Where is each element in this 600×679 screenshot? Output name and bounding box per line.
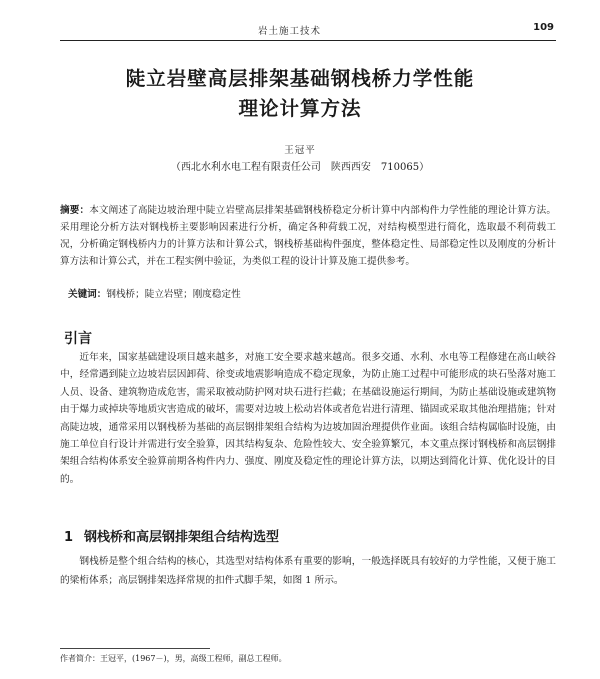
- title-line-1: 陡立岩壁高层排架基础钢栈桥力学性能: [125, 67, 475, 90]
- author-affiliation: （西北水利水电工程有限责任公司 陕西西安 710065）: [170, 162, 430, 173]
- intro-paragraph: 近年来，国家基础建设项目越来越多，对施工安全要求越来越高。很多交通、水利、水电等工程修建在高山峡谷中，经常遇到陡立边坡岩层因卸荷、徐变或地震影响造成不稳定现象，为防止施工过程中可能形成的块石坠落对施工人员、设备、建筑物造成危害，需采取被动防护网对块石进行拦截；在基础设施运行期间，为防止基础设施或建筑物由于爆力或掉块等地质灾害造成的破坏，需要对边坡上松动岩体或者危岩进行清理、锚固或采取其他治理措施；针对高陡边坡，通常采用以钢栈桥为基础的高层钢排架组合结构为边坡加固治理提供作业面。该组合结构属临时设施，由施工单位自行设计并需进行安全验算，因其结构复杂、危险性较大、安全验算繁冗，本文重点探讨钢栈桥和高层钢排架组合结构体系安全验算前期各构件内力、强度、刚度及稳定性的理论计算方法，以期达到简化计算、优化设计的目的。: [60, 352, 556, 485]
- section-1-paragraph: 钢栈桥是整个组合结构的核心，其选型对结构体系有重要的影响，一般选择既具有较好的力学性能，又便于施工的梁桁体系；高层钢排架选择常规的扣件式脚手架，如图 1 所示。: [60, 556, 556, 586]
- section-heading-1: [64, 526, 279, 545]
- section-title: 钢栈桥和高层钢排架组合结构选型: [84, 530, 280, 545]
- keywords-label: 关键词：: [68, 289, 107, 300]
- paper-title: [30, 64, 570, 124]
- page-number: 109: [533, 22, 554, 33]
- section-number: 1: [64, 530, 74, 545]
- section-heading-intro: 引言: [64, 331, 92, 347]
- title-line-2: 理论计算方法: [238, 97, 362, 120]
- abstract-text: 本文阐述了高陡边坡治理中陡立岩壁高层排架基础钢栈桥稳定分析计算中内部构件力学性能的理论计算方法。采用理论分析方法对钢栈桥主要影响因素进行分析，确定各种荷载工况，对结构模型进行简化，选取最不利荷载工况，分析确定钢栈桥内力的计算方法和计算公式，钢栈桥基础构件强度，整体稳定性、局部稳定性以及刚度的分析计算方法和计算公式，并在工程实例中验证，为类似工程的设计计算及施工提供参考。: [60, 205, 557, 267]
- keywords-text: 钢栈桥；陡立岩壁；刚度稳定性: [106, 289, 241, 300]
- running-head: [60, 22, 556, 41]
- footnote-rule: [60, 648, 210, 649]
- abstract-label: 摘要：: [60, 205, 90, 216]
- journal-name: 岩土施工技术: [258, 26, 322, 37]
- abstract: [60, 202, 556, 270]
- author-name: 王冠平: [284, 145, 316, 156]
- author-footnote: 作者简介：王冠平，(1967－)，男，高级工程师，副总工程师。: [60, 654, 287, 663]
- keywords: [68, 286, 556, 303]
